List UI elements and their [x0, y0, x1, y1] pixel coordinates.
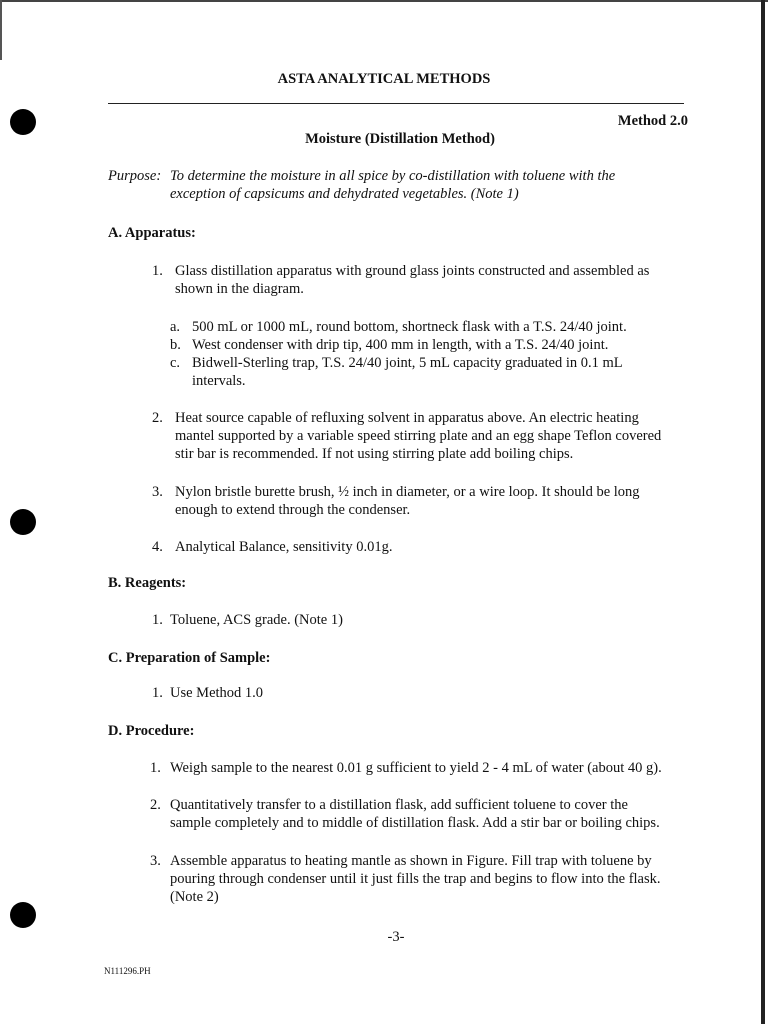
apparatus-subitem-c-text-line2: intervals. [192, 373, 246, 389]
apparatus-item2-number: 2. [152, 410, 163, 426]
punch-hole-middle [10, 509, 36, 535]
section-heading-procedure: D. Procedure: [108, 723, 195, 739]
document-code: N111296.PH [104, 966, 151, 976]
punch-hole-bottom [10, 902, 36, 928]
page-number: -3- [387, 929, 405, 945]
apparatus-item3-number: 3. [152, 484, 163, 500]
apparatus-subitem-a-text: 500 mL or 1000 mL, round bottom, shortneck flask with a T.S. 24/40 joint. [192, 319, 627, 335]
apparatus-item2-line3: stir bar is recommended. If not using stirring plate add boiling chips. [175, 446, 574, 462]
apparatus-item4-number: 4. [152, 539, 163, 555]
procedure-item3-line1: Assemble apparatus to heating mantle as shown in Figure. Fill trap with toluene by [170, 853, 652, 869]
apparatus-item2-line1: Heat source capable of refluxing solvent in apparatus above. An electric heating [175, 410, 639, 426]
scan-edge-left [0, 0, 2, 60]
procedure-item2-number: 2. [150, 797, 161, 813]
procedure-item2-line2: sample completely and to middle of distillation flask. Add a stir bar or boiling chips. [170, 815, 660, 831]
purpose-text-line2: exception of capsicums and dehydrated vegetables. (Note 1) [170, 186, 519, 202]
preparation-item1-line1: Use Method 1.0 [170, 685, 264, 701]
procedure-item3-line2: pouring through condenser until it just fills the trap and begins to flow into the flask. [170, 871, 661, 887]
scan-edge-top [0, 0, 768, 2]
apparatus-subitem-b-label: b. [170, 337, 181, 353]
header-rule [108, 103, 684, 104]
preparation-item1-number: 1. [152, 685, 163, 701]
apparatus-item3-line1: Nylon bristle burette brush, ½ inch in diameter, or a wire loop. It should be long [175, 484, 640, 500]
apparatus-subitem-a-label: a. [170, 319, 181, 335]
procedure-item1-number: 1. [150, 760, 161, 776]
reagents-item1-line1: Toluene, ACS grade. (Note 1) [170, 612, 343, 628]
document-title: ASTA ANALYTICAL METHODS [277, 71, 491, 87]
section-heading-apparatus: A. Apparatus: [108, 225, 196, 241]
section-heading-preparation: C. Preparation of Sample: [108, 650, 271, 666]
section-heading-reagents: B. Reagents: [108, 575, 187, 591]
procedure-item2-line1: Quantitatively transfer to a distillation flask, add sufficient toluene to cover the [170, 797, 628, 813]
procedure-item3-line3: (Note 2) [170, 889, 219, 905]
apparatus-item2-line2: mantel supported by a variable speed stirring plate and an egg shape Teflon covered [175, 428, 662, 444]
method-number: Method 2.0 [617, 113, 688, 129]
procedure-item3-number: 3. [150, 853, 161, 869]
procedure-item1-line1: Weigh sample to the nearest 0.01 g sufficient to yield 2 - 4 mL of water (about 40 g). [170, 760, 662, 776]
apparatus-subitem-c-label: c. [170, 355, 181, 371]
reagents-item1-number: 1. [152, 612, 163, 628]
apparatus-subitem-b-text: West condenser with drip tip, 400 mm in length, with a T.S. 24/40 joint. [192, 337, 609, 353]
apparatus-item1-line1: Glass distillation apparatus with ground glass joints constructed and assembled as [175, 263, 650, 279]
apparatus-item1-line2: shown in the diagram. [175, 281, 304, 297]
purpose-label: Purpose: [108, 168, 162, 184]
apparatus-item3-line2: enough to extend through the condenser. [175, 502, 411, 518]
apparatus-item1-number: 1. [152, 263, 163, 279]
apparatus-item4-line1: Analytical Balance, sensitivity 0.01g. [175, 539, 393, 555]
method-title: Moisture (Distillation Method) [305, 131, 495, 147]
scan-edge-right [761, 0, 765, 1024]
purpose-text-line1: To determine the moisture in all spice by co-distillation with toluene with the [170, 168, 616, 184]
apparatus-subitem-c-text-line1: Bidwell-Sterling trap, T.S. 24/40 joint, 5 mL capacity graduated in 0.1 mL [192, 355, 623, 371]
